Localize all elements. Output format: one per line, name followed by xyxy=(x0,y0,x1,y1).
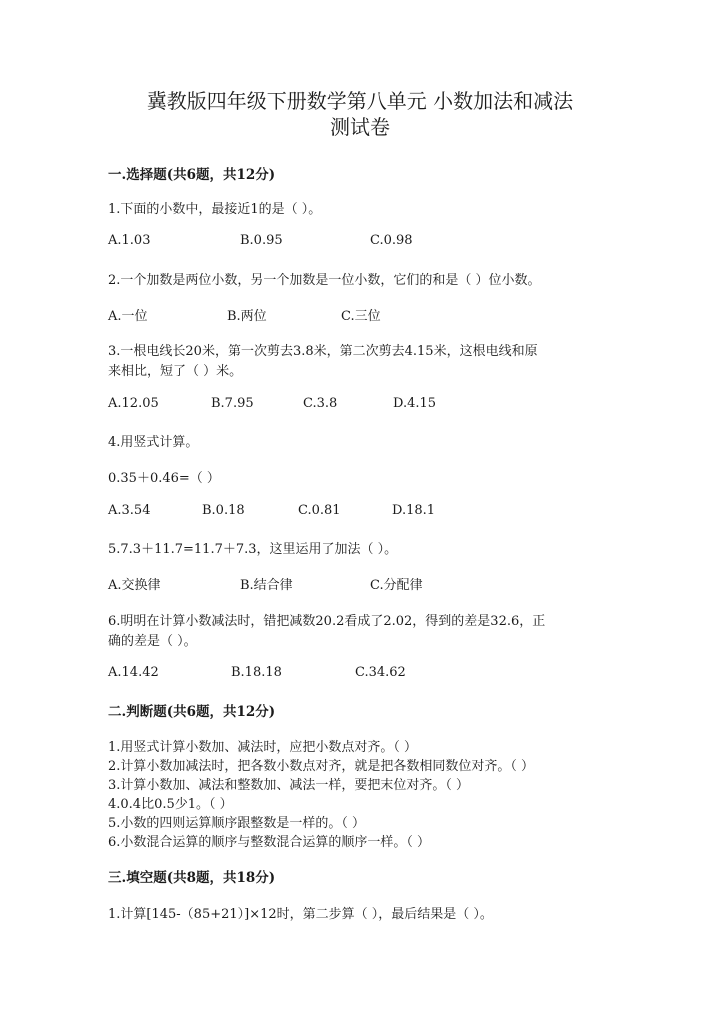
question-1-2: 2.一个加数是两位小数，另一个加数是一位小数，它们的和是（ ）位小数。 xyxy=(108,273,541,288)
option-1-6-a: A.14.42 xyxy=(108,665,159,680)
option-1-3-b: B.7.95 xyxy=(211,396,254,411)
judgment-item-3: 3.计算小数加、减法和整数加、减法一样，要把末位对齐。（ ） xyxy=(108,778,470,793)
question-1-4: 4.用竖式计算。 xyxy=(108,435,199,450)
option-1-4-d: D.18.1 xyxy=(392,503,436,518)
option-1-4-c: C.0.81 xyxy=(298,503,341,518)
option-1-4-b: B.0.18 xyxy=(202,503,245,518)
option-1-1-c: C.0.98 xyxy=(370,233,413,248)
question-1-6-line-2: 确的差是（ ）。 xyxy=(108,634,197,649)
option-1-3-d: D.4.15 xyxy=(393,396,437,411)
question-1-5: 5.7.3＋11.7=11.7＋7.3，这里运用了加法（ ）。 xyxy=(108,542,398,557)
option-1-2-a: A.一位 xyxy=(108,309,148,324)
option-1-5-b: B.结合律 xyxy=(240,578,293,593)
title-line-2: 测试卷 xyxy=(330,115,390,139)
option-1-2-b: B.两位 xyxy=(227,309,267,324)
option-1-6-b: B.18.18 xyxy=(231,665,282,680)
judgment-item-4: 4.0.4比0.5少1。（ ） xyxy=(108,797,233,812)
option-1-3-c: C.3.8 xyxy=(303,396,338,411)
title-line-1: 冀教版四年级下册数学第八单元 小数加法和减法 xyxy=(146,89,574,113)
document-title xyxy=(0,88,720,140)
question-1-4-expression: 0.35＋0.46=（ ） xyxy=(108,471,220,486)
fill-in-question-1: 1.计算[145-（85+21）]×12时，第二步算（ ），最后结果是（ ）。 xyxy=(108,907,493,922)
option-1-1-b: B.0.95 xyxy=(240,233,283,248)
option-1-3-a: A.12.05 xyxy=(108,396,159,411)
section-heading-fill-in: 三.填空题(共8题，共18分) xyxy=(108,870,276,886)
judgment-item-2: 2.计算小数加减法时，把各数小数点对齐，就是把各数相同数位对齐。（ ） xyxy=(108,759,535,774)
option-1-2-c: C.三位 xyxy=(341,309,381,324)
option-1-5-a: A.交换律 xyxy=(108,578,161,593)
section-heading-judgment: 二.判断题(共6题，共12分) xyxy=(108,704,276,720)
option-1-4-a: A.3.54 xyxy=(108,503,151,518)
option-1-1-a: A.1.03 xyxy=(108,233,151,248)
option-1-6-c: C.34.62 xyxy=(355,665,406,680)
judgment-item-5: 5.小数的四则运算顺序跟整数是一样的。（ ） xyxy=(108,816,366,831)
question-1-1: 1.下面的小数中，最接近1的是（ ）。 xyxy=(108,202,322,217)
question-1-6-line-1: 6.明明在计算小数减法时，错把减数20.2看成了2.02，得到的差是32.6，正 xyxy=(108,614,546,629)
judgment-item-6: 6.小数混合运算的顺序与整数混合运算的顺序一样。（ ） xyxy=(108,835,431,850)
section-heading-choice: 一.选择题(共6题，共12分) xyxy=(108,167,276,183)
question-1-3-line-2: 来相比，短了（ ）米。 xyxy=(108,364,243,379)
option-1-5-c: C.分配律 xyxy=(370,578,423,593)
judgment-item-1: 1.用竖式计算小数加、减法时，应把小数点对齐。（ ） xyxy=(108,740,418,755)
question-1-3-line-1: 3.一根电线长20米，第一次剪去3.8米，第二次剪去4.15米，这根电线和原 xyxy=(108,344,538,359)
